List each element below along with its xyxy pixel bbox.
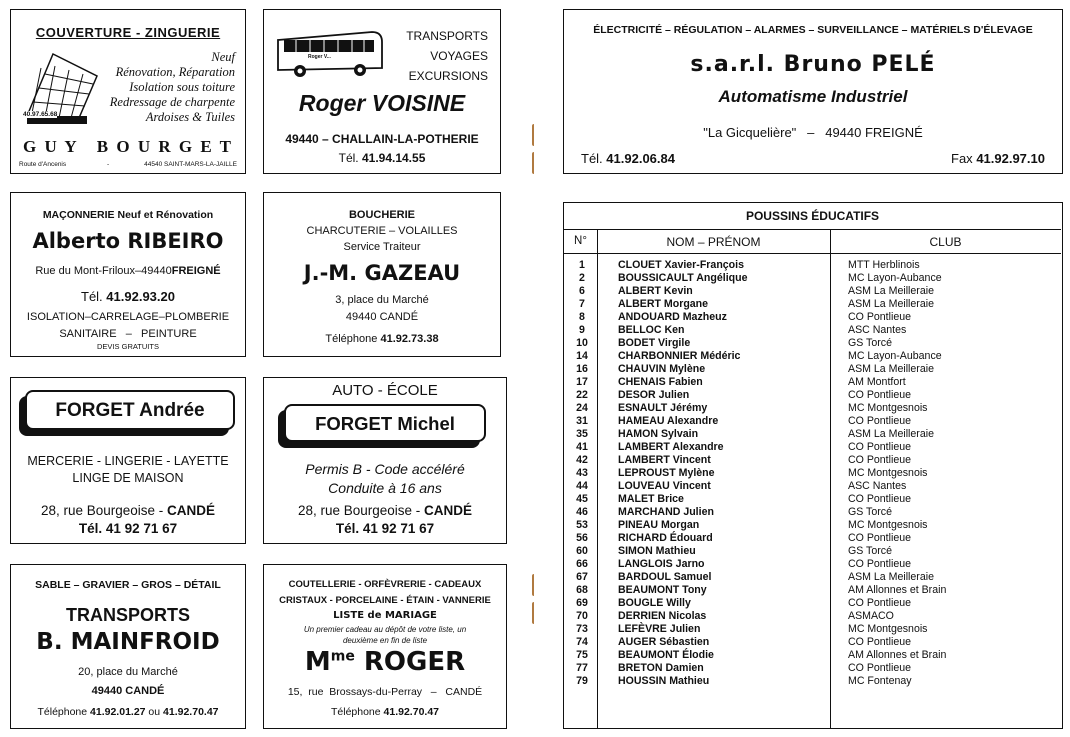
- row-name: HOUSSIN Mathieu: [618, 675, 710, 687]
- phone-number: 41.92.01.27: [90, 706, 146, 718]
- row-club: GS Torcé: [848, 545, 892, 557]
- header-detail: Neuf et Rénovation: [117, 209, 214, 221]
- service-line: EXCURSIONS: [408, 69, 488, 83]
- row-club: CO Pontlieue: [848, 415, 912, 427]
- row-number: 17: [576, 376, 588, 388]
- row-number: 60: [576, 545, 588, 557]
- table-row: [564, 584, 1061, 597]
- address-right: 44540 SAINT-MARS-LA-JAILLE: [144, 161, 237, 168]
- service-line: Rénovation, Réparation: [115, 65, 235, 79]
- phone-number: 41.92.70.47: [163, 706, 219, 718]
- row-club: MC Layon-Aubance: [848, 350, 942, 362]
- name-banner: [25, 390, 235, 430]
- phone-number: 41.92.06.84: [606, 151, 675, 166]
- row-number: 24: [576, 402, 588, 414]
- phone-label: Tél.: [338, 151, 359, 165]
- row-club: CO Pontlieue: [848, 311, 912, 323]
- row-number: 67: [576, 571, 588, 583]
- row-number: 44: [576, 480, 588, 492]
- staple-mark-bottom-2: [532, 602, 536, 624]
- phone-or: ou: [148, 706, 161, 718]
- row-name: CLOUET Xavier-François: [618, 259, 744, 271]
- row-name: CHENAIS Fabien: [618, 376, 703, 388]
- row-number: 42: [576, 454, 588, 466]
- row-club: MC Montgesnois: [848, 519, 928, 531]
- address-street: Rue du Mont-Friloux–49440: [35, 265, 172, 277]
- ad-forget-michel: [263, 377, 507, 544]
- business-name: J.-M. GAZEAU: [303, 261, 461, 285]
- row-club: ASM La Meilleraie: [848, 428, 934, 440]
- row-name: LEFÈVRE Julien: [618, 623, 701, 635]
- row-number: 73: [576, 623, 588, 635]
- subtitle: Automatisme Industriel: [718, 87, 908, 106]
- address-line: [264, 503, 506, 518]
- row-name: PINEAU Morgan: [618, 519, 700, 531]
- title-divider: [564, 229, 1061, 230]
- row-number: 8: [579, 311, 585, 323]
- row-club: ASC Nantes: [848, 324, 907, 336]
- ad-b-mainfroid: [10, 564, 246, 729]
- row-number: 45: [576, 493, 588, 505]
- offer-line: Conduite à 16 ans: [328, 480, 442, 496]
- table-row: [564, 259, 1061, 272]
- poussins-results-table: [563, 202, 1063, 729]
- row-club: MC Montgesnois: [848, 402, 928, 414]
- phone-label: Téléphone: [330, 706, 381, 718]
- row-club: CO Pontlieue: [848, 636, 912, 648]
- name-banner: [284, 404, 486, 442]
- row-name: LEPROUST Mylène: [618, 467, 715, 479]
- table-row: [564, 272, 1061, 285]
- row-club: MC Fontenay: [848, 675, 912, 687]
- ad-header: COUVERTURE - ZINGUERIE: [35, 25, 221, 40]
- address-city: CANDÉ: [445, 686, 483, 698]
- name-superscript: me: [330, 648, 355, 665]
- services-line: ISOLATION–CARRELAGE–PLOMBERIE: [26, 311, 230, 323]
- business-name: FORGET Michel: [315, 413, 455, 434]
- row-number: 53: [576, 519, 588, 531]
- row-club: ASMACO: [848, 610, 894, 622]
- phone-label: Tél.: [81, 289, 103, 304]
- address-street: 15, rue Brossays-du-Perray: [287, 686, 423, 698]
- table-row: [564, 636, 1061, 649]
- address-left: "La Gicquelière": [703, 125, 797, 140]
- address-city: CANDÉ: [424, 503, 473, 518]
- row-club: ASM La Meilleraie: [848, 571, 934, 583]
- row-name: DESOR Julien: [618, 389, 690, 401]
- address-line: [264, 686, 506, 698]
- row-number: 56: [576, 532, 588, 544]
- city: 49440 CANDÉ: [91, 685, 165, 697]
- ad-mme-roger: [263, 564, 507, 729]
- ad-jm-gazeau: [263, 192, 501, 357]
- phone-label: Tél.: [581, 151, 603, 166]
- column-header-club: CLUB: [929, 235, 962, 249]
- table-row: [564, 376, 1061, 389]
- address-street: 28, rue Bourgeoise -: [40, 503, 164, 518]
- row-name: HAMON Sylvain: [618, 428, 699, 440]
- address-city: CANDÉ: [167, 503, 216, 518]
- row-number: 66: [576, 558, 588, 570]
- row-club: CO Pontlieue: [848, 532, 912, 544]
- row-club: CO Pontlieue: [848, 441, 912, 453]
- row-number: 75: [576, 649, 588, 661]
- phone-line: [264, 151, 500, 165]
- row-number: 74: [576, 636, 588, 648]
- row-name: ALBERT Morgane: [618, 298, 709, 310]
- table-row: [564, 402, 1061, 415]
- row-club: ASM La Meilleraie: [848, 363, 934, 375]
- table-row: [564, 441, 1061, 454]
- row-name: ANDOUARD Mazheuz: [618, 311, 727, 323]
- phone-number: 41.92.93.20: [106, 289, 175, 304]
- phone-number: 41.92.70.47: [383, 706, 439, 718]
- row-club: CO Pontlieue: [848, 454, 912, 466]
- address-separator: -: [107, 161, 110, 168]
- phone-label: Téléphone: [325, 333, 378, 345]
- products-line: MERCERIE - LINGERIE - LAYETTE: [27, 454, 229, 468]
- ad-header: BOUCHERIE: [348, 209, 415, 221]
- table-row: [564, 324, 1061, 337]
- business-name: G U Y B O U R G E T: [23, 137, 233, 156]
- row-number: 68: [576, 584, 588, 596]
- row-club: ASM La Meilleraie: [848, 298, 934, 310]
- table-row: [564, 493, 1061, 506]
- address-city: FREIGNÉ: [171, 265, 221, 277]
- row-name: BODET Virgile: [618, 337, 691, 349]
- row-number: 35: [576, 428, 588, 440]
- row-club: MC Montgesnois: [848, 467, 928, 479]
- address-street: 28, rue Bourgeoise -: [297, 503, 421, 518]
- row-number: 7: [579, 298, 585, 310]
- table-row: [564, 558, 1061, 571]
- tagline: Service Traiteur: [343, 241, 421, 253]
- row-name: LOUVEAU Vincent: [618, 480, 711, 492]
- ad-alberto-ribeiro: [10, 192, 246, 357]
- row-name: CHAUVIN Mylène: [618, 363, 706, 375]
- phone-line: Tél. 41 92 71 67: [335, 521, 435, 536]
- ad-header: [11, 209, 245, 221]
- table-row: [564, 675, 1061, 688]
- row-number: 10: [576, 337, 588, 349]
- fax-line: [951, 151, 1045, 166]
- row-club: CO Pontlieue: [848, 558, 912, 570]
- table-row: [564, 480, 1061, 493]
- service-line: Redressage de charpente: [109, 95, 235, 109]
- address-line: [11, 503, 245, 518]
- products-line: CRISTAUX - PORCELAINE - ÉTAIN - VANNERIE: [279, 595, 491, 606]
- name-main: ROGER: [354, 647, 466, 677]
- business-name: Roger VOISINE: [298, 90, 466, 116]
- header-trade: MAÇONNERIE: [42, 209, 115, 221]
- row-club: CO Pontlieue: [848, 389, 912, 401]
- row-number: 14: [576, 350, 588, 362]
- ad-header: ÉLECTRICITÉ – RÉGULATION – ALARMES – SURVEILLANCE – MATÉRIELS D'ÉLEVAGE: [593, 24, 1033, 36]
- bus-lettering: Roger V...: [308, 54, 331, 60]
- phone-number: 41.92.73.38: [380, 333, 439, 345]
- row-name: AUGER Sébastien: [618, 636, 710, 648]
- row-name: HAMEAU Alexandre: [618, 415, 719, 427]
- address-line: [564, 125, 1062, 140]
- table-row: [564, 623, 1061, 636]
- table-row: [564, 610, 1061, 623]
- row-name: ALBERT Kevin: [618, 285, 693, 297]
- row-name: BRETON Damien: [618, 662, 704, 674]
- row-club: MC Montgesnois: [848, 623, 928, 635]
- row-name: SIMON Mathieu: [618, 545, 696, 557]
- ad-guy-bourget: [10, 9, 246, 174]
- table-title: POUSSINS ÉDUCATIFS: [745, 209, 880, 223]
- row-name: LANGLOIS Jarno: [618, 558, 705, 570]
- table-row: [564, 415, 1061, 428]
- ad-header: AUTO - ÉCOLE: [332, 382, 438, 399]
- table-row: [564, 363, 1061, 376]
- wedding-list: LISTE de MARIAGE: [333, 610, 437, 621]
- table-row: [564, 506, 1061, 519]
- row-name: BOUSSICAULT Angélique: [618, 272, 748, 284]
- row-number: 31: [576, 415, 588, 427]
- ad-bruno-pele: [563, 9, 1063, 174]
- phone-line: [581, 151, 675, 166]
- table-row: [564, 545, 1061, 558]
- table-row: [564, 662, 1061, 675]
- column-header-name: NOM – PRÉNOM: [666, 235, 761, 249]
- row-number: 77: [576, 662, 588, 674]
- phone-label: Téléphone: [37, 706, 88, 718]
- address: 3, place du Marché: [335, 294, 429, 306]
- fax-number: 41.92.97.10: [976, 151, 1045, 166]
- table-row: [564, 454, 1061, 467]
- staple-mark-top-2: [532, 152, 536, 174]
- row-club: AM Montfort: [848, 376, 906, 388]
- row-name: BEAUMONT Tony: [618, 584, 707, 596]
- row-club: CO Pontlieue: [848, 597, 912, 609]
- fax-label: Fax: [951, 151, 973, 166]
- service-line: Neuf: [211, 50, 235, 64]
- business-name: s.a.r.l. Bruno PELÉ: [690, 52, 936, 77]
- staple-mark-top: [532, 124, 536, 146]
- note-line: Un premier cadeau au dépôt de votre liste, un: [303, 625, 467, 634]
- subheader: CHARCUTERIE – VOLAILLES: [306, 225, 458, 237]
- header-divider: [564, 253, 1061, 254]
- row-name: BOUGLE Willy: [618, 597, 691, 609]
- row-club: MTT Herblinois: [848, 259, 920, 271]
- row-name: LAMBERT Alexandre: [618, 441, 724, 453]
- address-left: Route d'Ancenis: [19, 161, 67, 168]
- row-club: GS Torcé: [848, 506, 892, 518]
- table-row: [564, 298, 1061, 311]
- business-name: FORGET Andrée: [55, 400, 205, 421]
- row-name: BEAUMONT Élodie: [618, 649, 714, 661]
- row-club: MC Layon-Aubance: [848, 272, 942, 284]
- row-club: ASM La Meilleraie: [848, 285, 934, 297]
- address-separator: –: [807, 125, 815, 140]
- row-number: 79: [576, 675, 588, 687]
- row-number: 69: [576, 597, 588, 609]
- row-name: CHARBONNIER Médéric: [618, 350, 741, 362]
- row-club: CO Pontlieue: [848, 493, 912, 505]
- table-row: [564, 597, 1061, 610]
- phone-line: Tél. 41 92 71 67: [78, 521, 178, 536]
- service-line: Ardoises & Tuiles: [145, 110, 235, 124]
- row-number: 22: [576, 389, 588, 401]
- row-number: 43: [576, 467, 588, 479]
- table-row: [564, 350, 1061, 363]
- row-club: AM Allonnes et Brain: [848, 584, 947, 596]
- city: 49440 – CHALLAIN-LA-POTHERIE: [285, 132, 479, 146]
- row-number: 16: [576, 363, 588, 375]
- business-name: Alberto RIBEIRO: [32, 229, 224, 253]
- row-name: ESNAULT Jérémy: [618, 402, 708, 414]
- row-number: 70: [576, 610, 588, 622]
- row-name: BARDOUL Samuel: [618, 571, 712, 583]
- row-club: ASC Nantes: [848, 480, 907, 492]
- phone-sign: 40.97.65.68: [23, 111, 58, 118]
- table-row: [564, 337, 1061, 350]
- table-row: [564, 311, 1061, 324]
- ad-header: SABLE – GRAVIER – GROS – DÉTAIL: [35, 579, 221, 591]
- table-row: [564, 285, 1061, 298]
- note-line: deuxième en fin de liste: [342, 636, 428, 645]
- row-number: 1: [579, 259, 585, 271]
- bus-icon: [274, 26, 386, 80]
- row-name: BELLOC Ken: [618, 324, 685, 336]
- service-line: Isolation sous toiture: [129, 80, 235, 94]
- address-separator: –: [430, 686, 437, 698]
- row-name: MARCHAND Julien: [618, 506, 714, 518]
- row-club: GS Torcé: [848, 337, 892, 349]
- row-number: 6: [579, 285, 585, 297]
- offer-line: Permis B - Code accéléré: [305, 461, 465, 477]
- business-name: [264, 647, 506, 677]
- service-line: VOYAGES: [430, 49, 488, 63]
- business-name: B. MAINFROID: [36, 629, 220, 655]
- row-name: MALET Brice: [618, 493, 684, 505]
- services-line: SANITAIRE – PEINTURE: [59, 328, 197, 340]
- service-line: TRANSPORTS: [406, 29, 488, 43]
- row-number: 2: [579, 272, 585, 284]
- row-number: 9: [579, 324, 585, 336]
- table-row: [564, 532, 1061, 545]
- staple-mark-bottom: [532, 574, 536, 596]
- ad-roger-voisine: [263, 9, 501, 174]
- products-line: LINGE DE MAISON: [72, 471, 184, 485]
- phone-line: [11, 706, 245, 718]
- table-row: [564, 519, 1061, 532]
- table-row: [564, 467, 1061, 480]
- address: 20, place du Marché: [78, 666, 178, 678]
- row-number: 41: [576, 441, 588, 453]
- row-name: LAMBERT Vincent: [618, 454, 711, 466]
- title: TRANSPORTS: [65, 605, 190, 625]
- products-line: COUTELLERIE - ORFÈVRERIE - CADEAUX: [288, 579, 482, 590]
- note: DEVIS GRATUITS: [97, 342, 159, 351]
- services-list: [110, 50, 235, 125]
- row-name: RICHARD Édouard: [618, 532, 713, 544]
- column-header-number: N°: [574, 235, 587, 247]
- ad-forget-andree: [10, 377, 246, 544]
- table-row: [564, 571, 1061, 584]
- table-row: [564, 389, 1061, 402]
- row-club: AM Allonnes et Brain: [848, 649, 947, 661]
- phone-number: 41.94.14.55: [361, 151, 426, 165]
- phone-line: [264, 333, 500, 345]
- row-number: 46: [576, 506, 588, 518]
- city: 49440 CANDÉ: [345, 311, 419, 323]
- row-name: DERRIEN Nicolas: [618, 610, 707, 622]
- phone-line: [264, 706, 506, 718]
- services-list: [406, 26, 488, 86]
- address-line: [11, 265, 245, 277]
- name-prefix: M: [304, 647, 331, 677]
- row-club: CO Pontlieue: [848, 662, 912, 674]
- table-row: [564, 649, 1061, 662]
- address-right: 49440 FREIGNÉ: [825, 125, 923, 140]
- phone-line: [11, 289, 245, 304]
- table-row: [564, 428, 1061, 441]
